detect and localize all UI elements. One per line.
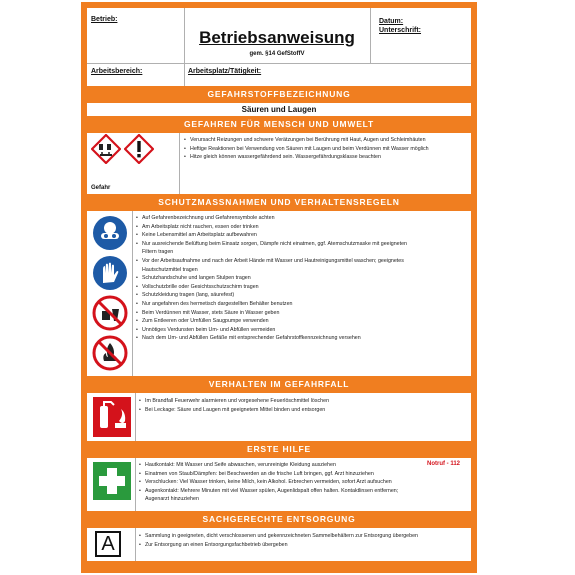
schutz-item: • Vor der Arbeitsaufnahme und nach der Arbeit Hände mit Wasser und Hautreinigungsmittel waschen; geeignetes xyxy=(135,257,407,266)
schutz-item: • Auf Gefahrenbezeichnung und Gefahrensymbole achten xyxy=(135,214,407,223)
schutz-item: • Nur angefahren des hermetisch dargestellten Behälter benutzen xyxy=(135,300,407,309)
unterschrift-label: Unterschrift: xyxy=(379,27,422,34)
arbeitsbereich-label: Arbeitsbereich: xyxy=(91,68,143,75)
instruction-sheet xyxy=(81,2,477,573)
verhalten-panel xyxy=(87,393,471,441)
gefahren-item: • Verursacht Reizungen und schwere Verätzungen bei Berührung mit Haut, Augen und Schleimhäuten xyxy=(183,136,429,145)
section-schutz-heading: SCHUTZMASSNAHMEN UND VERHALTENSREGELN xyxy=(158,197,400,207)
gloves-icon xyxy=(92,255,128,291)
entsorgung-panel xyxy=(87,528,471,561)
page-subtitle: gem. §14 GefStoffV xyxy=(249,51,305,57)
gefahren-item: • Hitze gleich können wassergefährdend sein. Wassergefährdungsklasse beachten xyxy=(183,153,429,162)
signal-word: Gefahr xyxy=(91,185,111,191)
datum-label: Datum: xyxy=(379,18,404,25)
entsorgung-item: • Zur Entsorgung an einen Entsorgungsfachbetrieb übergeben xyxy=(138,541,418,550)
section-gefahrstoff-heading: GEFAHRSTOFFBEZEICHNUNG xyxy=(207,89,351,99)
entsorgung-item: • Sammlung in geeigneten, dicht verschlossenen und gekennzeichneten Sammelbehältern zur Entsorgung übergeben xyxy=(138,532,418,541)
eye-protection-icon xyxy=(92,215,128,251)
schutz-item: • Zum Entleeren oder Umfüllen Saugpumpe verwenden xyxy=(135,317,407,326)
erste-hilfe-item: • Verschlucken: Viel Wasser trinken, keine Milch, kein Alkohol. Erbrechen vermeiden, sofort Arzt aufsuchen xyxy=(138,478,398,487)
erste-hilfe-item: • Augenkontakt: Mehrere Minuten mit viel Wasser spülen, Augenlidspalt offen halten. Kontaktlinsen entfernen; xyxy=(138,487,398,496)
gefahrstoff-name: Säuren und Laugen xyxy=(241,105,317,114)
schutz-item: • Beim Verdünnen mit Wasser, stets Säure in Wasser geben xyxy=(135,309,407,318)
section-erste-hilfe-heading: ERSTE HILFE xyxy=(246,444,312,454)
exclamation-icon xyxy=(124,134,154,164)
acid-corrosion-icon xyxy=(91,134,121,164)
schutz-item: Filtern tragen xyxy=(142,249,174,256)
schutz-item: • Vollschutzbrille oder Gesichtsschutzschirm tragen xyxy=(135,283,407,292)
gefahrstoff-panel xyxy=(87,103,471,116)
page-title: Betriebsanweisung xyxy=(199,28,355,47)
waste-a-icon xyxy=(95,531,121,557)
schutz-item: • Keine Lebensmittel am Arbeitsplatz aufbewahren xyxy=(135,231,407,240)
schutz-item: • Nach dem Um- und Abfüllen Gefäße mit entsprechender Gefahrstoffkennzeichnung versehen xyxy=(135,334,407,343)
section-gefahren-heading: GEFAHREN FÜR MENSCH UND UMWELT xyxy=(183,119,375,129)
erste-hilfe-item: • Hautkontakt: Mit Wasser und Seife abwaschen, verunreinigte Kleidung ausziehen xyxy=(138,461,398,470)
section-entsorgung-heading: SACHGERECHTE ENTSORGUNG xyxy=(202,514,356,524)
verhalten-item: • Bei Leckage: Säure und Laugen mit geeignetem Mittel binden und entsorgen xyxy=(138,406,329,415)
verhalten-item: • Im Brandfall Feuerwehr alarmieren und vorgesehene Feuerlöschmittel löschen xyxy=(138,397,329,406)
gefahren-item: • Heftige Reaktionen bei Verwendung von Säuren mit Laugen und beim Verdünnen mit Wasser möglich xyxy=(183,145,429,154)
no-food-icon xyxy=(92,295,128,331)
first-aid-icon xyxy=(93,462,131,500)
waste-class-letter: A xyxy=(101,533,115,555)
arbeitsplatz-label: Arbeitsplatz/Tätigkeit: xyxy=(188,68,262,75)
schutz-item: • Unnötiges Verdunsten beim Um- und Abfüllen vermeiden xyxy=(135,326,407,335)
erste-hilfe-item: Augenarzt hinzuziehen xyxy=(145,496,199,503)
notruf-label: Notruf - 112 xyxy=(427,461,461,467)
header-panel xyxy=(87,8,471,86)
schutz-item: Hautschutzmittel tragen xyxy=(142,266,198,273)
betrieb-label: Betrieb: xyxy=(91,16,118,23)
erste-hilfe-panel xyxy=(87,458,471,511)
fire-extinguisher-icon xyxy=(93,397,131,437)
schutz-panel xyxy=(87,211,471,376)
schutz-item: • Am Arbeitsplatz nicht rauchen, essen oder trinken xyxy=(135,223,407,232)
gefahren-panel xyxy=(87,133,471,194)
schutz-item: • Schutzkleidung tragen (lang, säurefest) xyxy=(135,291,407,300)
no-fire-icon xyxy=(92,335,128,371)
erste-hilfe-item: • Einatmen von Staub/Dämpfen: bei Beschwerden an die frische Luft bringen, ggf. Arzt hinzuziehen xyxy=(138,470,398,479)
section-verhalten-heading: VERHALTEN IM GEFAHRFALL xyxy=(208,379,350,389)
schutz-item: • Schutzhandschuhe und langen Stulpen tragen xyxy=(135,274,407,283)
schutz-item: • Nur ausreichende Belüftung beim Einsatz sorgen, Dämpfe nicht einatmen, ggf. Atemschutzmaske mit geeigneten xyxy=(135,240,407,249)
